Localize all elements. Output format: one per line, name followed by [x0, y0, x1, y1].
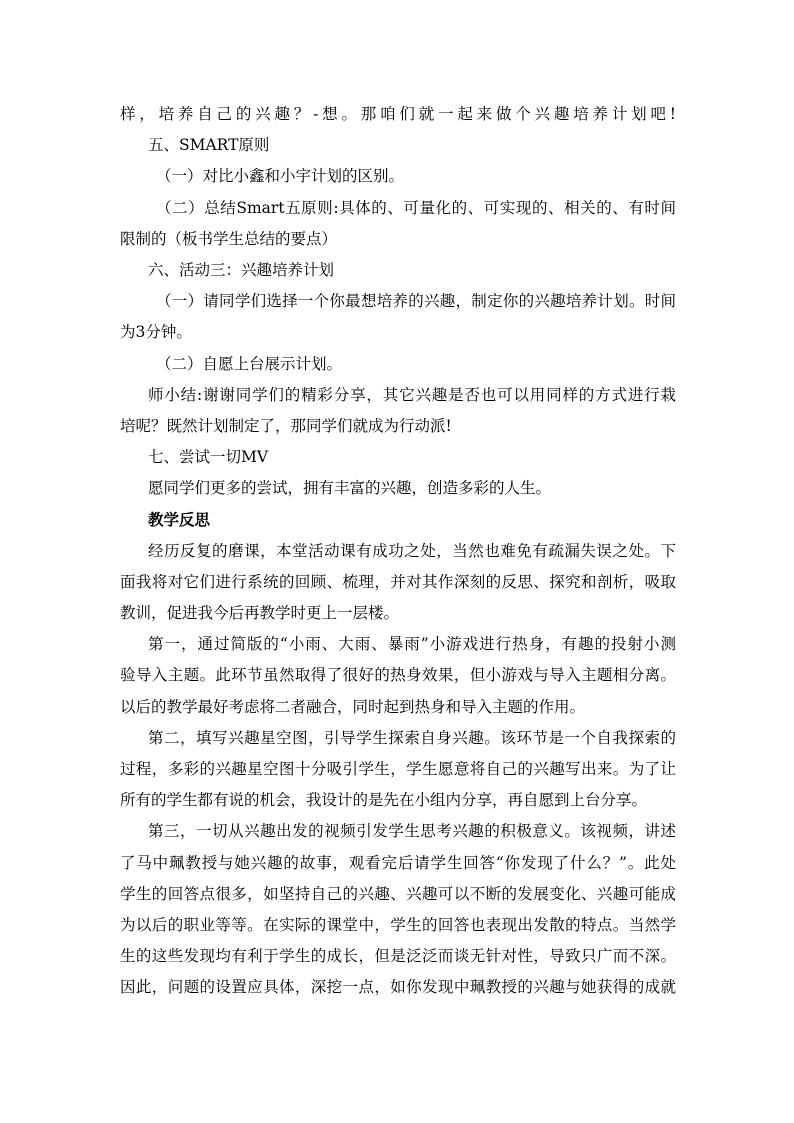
section-heading-reflection: 教学反思: [148, 510, 211, 530]
paragraph-line: 了马中珮教授与她兴趣的故事，观看完后请学生回答“你发现了什么？”。此处: [120, 853, 676, 872]
paragraph-line: 生的这些发现均有利于学生的成长，但是泛泛而谈无针对性，导致只广而不深。: [120, 947, 676, 966]
section-heading-smart: 五、SMART原则: [148, 136, 270, 155]
paragraph-line: 第二，填写兴趣星空图，引导学生探索自身兴趣。该环节是一个自我探索的: [148, 728, 676, 747]
paragraph-line: 为3分钟。: [120, 323, 192, 342]
paragraph-line: 经历反复的磨课，本堂活动课有成功之处，当然也难免有疏漏失误之处。下: [148, 541, 676, 560]
paragraph-line: 培呢？既然计划制定了，那同学们就成为行动派!: [120, 416, 452, 435]
section-heading-activity-three: 六、活动三：兴趣培养计划: [148, 260, 335, 279]
paragraph-line: 面我将对它们进行系统的回顾、梳理，并对其作深刻的反思、探究和剖析，吸取: [120, 572, 676, 591]
paragraph-line: （二）总结Smart五原则:具体的、可量化的、可实现的、相关的、有时间: [156, 198, 676, 217]
paragraph-line: （一）对比小鑫和小宇计划的区别。: [156, 167, 405, 186]
paragraph-line: （一）请同学们选择一个你最想培养的兴趣，制定你的兴趣培养计划。时间: [156, 292, 676, 311]
paragraph-line: （二）自愿上台展示计划。: [156, 354, 343, 373]
paragraph-line: 以后的教学最好考虑将二者融合，同时起到热身和导入主题的作用。: [120, 697, 586, 716]
paragraph-line: 师小结:谢谢同学们的精彩分享，其它兴趣是否也可以用同样的方式进行栽: [148, 385, 676, 404]
paragraph-line: 过程，多彩的兴趣星空图十分吸引学生，学生愿意将自己的兴趣写出来。为了让: [120, 759, 676, 778]
paragraph-line: 愿同学们更多的尝试，拥有丰富的兴趣，创造多彩的人生。: [148, 479, 552, 498]
paragraph-line: 为以后的职业等等。在实际的课堂中，学生的回答也表现出发散的特点。当然学: [120, 915, 676, 934]
section-heading-try-everything: 七、尝试一切MV: [148, 448, 269, 467]
paragraph-line: 限制的（板书学生总结的要点）: [120, 229, 338, 248]
paragraph-line: 所有的学生都有说的机会，我设计的是先在小组内分享，再自愿到上台分享。: [120, 791, 648, 810]
paragraph-line: 验导入主题。此环节虽然取得了很好的热身效果，但小游戏与导入主题相分离。: [120, 666, 676, 685]
paragraph-line: 教训，促进我今后再教学时更上一层楼。: [120, 604, 400, 622]
paragraph-line: 学生的回答点很多，如坚持自己的兴趣、兴趣可以不断的发展变化、兴趣可能成: [120, 884, 676, 903]
paragraph-line: 因此，问题的设置应具体，深挖一点，如你发现中珮教授的兴趣与她获得的成就: [120, 978, 676, 997]
document-body: [120, 99, 676, 1003]
paragraph-line: 第一，通过简版的“小雨、大雨、暴雨”小游戏进行热身，有趣的投射小测: [148, 635, 676, 654]
paragraph-line: 第三，一切从兴趣出发的视频引发学生思考兴趣的积极意义。该视频，讲述: [148, 822, 676, 841]
paragraph-line: 样，培养自己的兴趣？-想。那咱们就一起来做个兴趣培养计划吧!: [120, 105, 676, 123]
